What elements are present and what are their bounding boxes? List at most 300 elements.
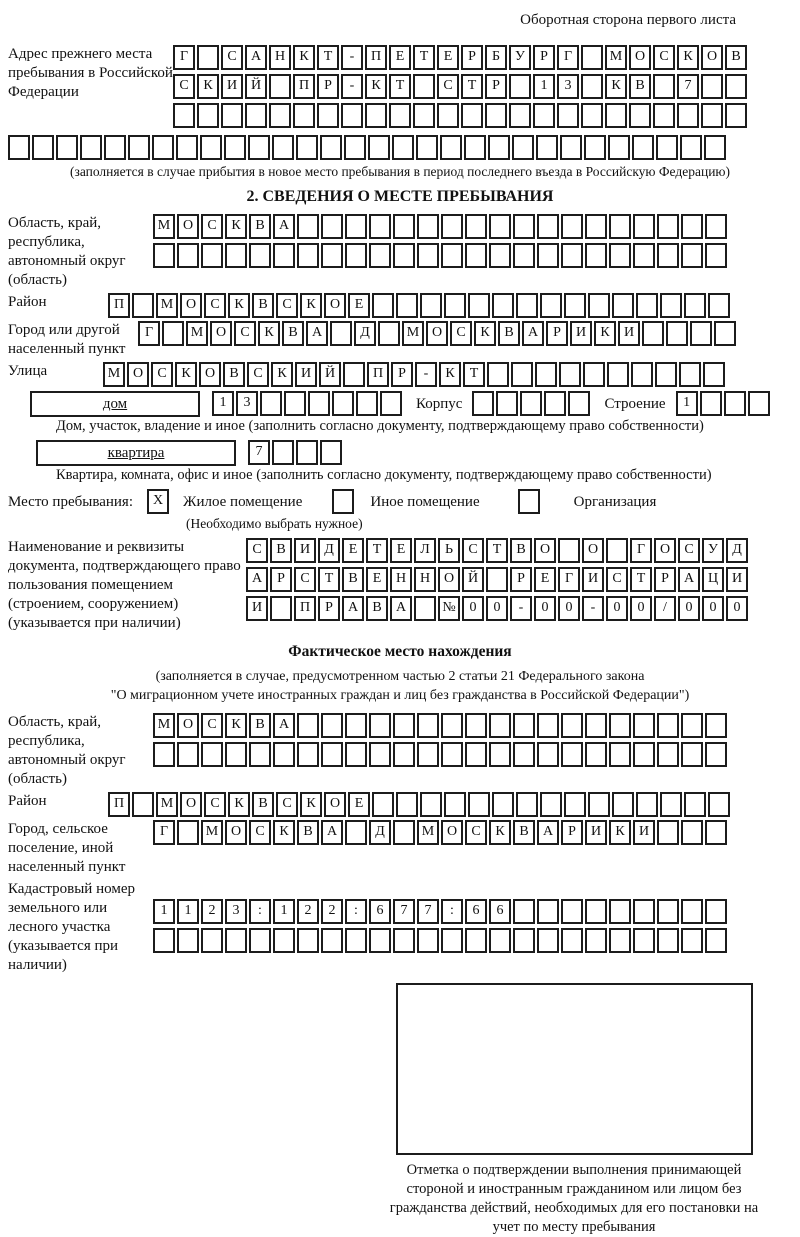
char-cell: В — [270, 538, 292, 563]
char-cell — [681, 742, 703, 767]
char-cell — [633, 243, 655, 268]
char-cell — [704, 135, 726, 160]
char-cell — [308, 391, 330, 416]
char-cell: П — [367, 362, 389, 387]
char-cell: В — [510, 538, 532, 563]
char-cell — [588, 792, 610, 817]
char-cell: 0 — [678, 596, 700, 621]
char-cell: А — [342, 596, 364, 621]
char-cell: М — [201, 820, 223, 845]
char-cell: К — [273, 820, 295, 845]
char-cell: Е — [390, 538, 412, 563]
oblast-cells-1 — [153, 214, 729, 239]
char-cell — [568, 391, 590, 416]
char-cell: Н — [390, 567, 412, 592]
char-cell — [581, 103, 603, 128]
char-cell — [561, 214, 583, 239]
char-cell: Г — [153, 820, 175, 845]
char-cell: Й — [319, 362, 341, 387]
char-cell: С — [221, 45, 243, 70]
char-cell — [153, 742, 175, 767]
korpus-label: Корпус — [416, 396, 463, 412]
char-cell — [249, 742, 271, 767]
char-cell: С — [249, 820, 271, 845]
char-cell — [725, 103, 747, 128]
char-cell: В — [366, 596, 388, 621]
char-cell — [487, 362, 509, 387]
char-cell: Р — [391, 362, 413, 387]
char-cell — [321, 243, 343, 268]
char-cell: Т — [461, 74, 483, 99]
char-cell — [700, 391, 722, 416]
char-cell: Е — [348, 792, 370, 817]
char-cell — [177, 742, 199, 767]
char-cell: К — [609, 820, 631, 845]
char-cell: В — [342, 567, 364, 592]
char-cell: Ь — [438, 538, 460, 563]
char-cell — [249, 928, 271, 953]
char-cell — [681, 243, 703, 268]
char-cell: 1 — [153, 899, 175, 924]
char-cell: К — [271, 362, 293, 387]
char-cell — [272, 135, 294, 160]
char-cell: С — [204, 293, 226, 318]
char-cell — [345, 713, 367, 738]
char-cell — [512, 135, 534, 160]
char-cell — [200, 135, 222, 160]
char-cell — [320, 440, 342, 465]
char-cell: О — [210, 321, 232, 346]
char-cell — [585, 214, 607, 239]
char-cell: И — [582, 567, 604, 592]
char-cell: 0 — [462, 596, 484, 621]
char-cell: К — [175, 362, 197, 387]
char-cell — [585, 713, 607, 738]
dom-box: дом — [30, 391, 200, 417]
char-cell — [248, 135, 270, 160]
char-cell — [560, 135, 582, 160]
char-cell — [345, 243, 367, 268]
char-cell: В — [629, 74, 651, 99]
char-cell: М — [186, 321, 208, 346]
char-cell: 1 — [273, 899, 295, 924]
char-cell — [365, 103, 387, 128]
char-cell — [372, 792, 394, 817]
char-cell: М — [417, 820, 439, 845]
char-cell — [297, 243, 319, 268]
char-cell — [489, 742, 511, 767]
char-cell — [413, 103, 435, 128]
char-cell: А — [390, 596, 412, 621]
char-cell — [8, 135, 30, 160]
char-cell: Й — [462, 567, 484, 592]
char-cell — [705, 243, 727, 268]
char-cell — [416, 135, 438, 160]
char-cell — [705, 713, 727, 738]
char-cell: 0 — [534, 596, 556, 621]
char-cell: А — [273, 713, 295, 738]
char-cell — [684, 293, 706, 318]
char-cell: М — [605, 45, 627, 70]
char-cell — [537, 713, 559, 738]
char-cell: Е — [437, 45, 459, 70]
prev-address-cells — [173, 45, 749, 132]
char-cell: О — [629, 45, 651, 70]
char-cell — [558, 538, 580, 563]
char-cell — [260, 391, 282, 416]
kvartira-box: квартира — [36, 440, 236, 466]
char-cell — [666, 321, 688, 346]
char-cell: О — [177, 713, 199, 738]
char-cell: Р — [461, 45, 483, 70]
char-cell: А — [522, 321, 544, 346]
kadastr-label: Кадастровый номер земельного или лесного участка (указывается при наличии) — [8, 881, 135, 973]
char-cell — [653, 74, 675, 99]
char-cell — [472, 391, 494, 416]
char-cell — [653, 103, 675, 128]
char-cell: С — [201, 713, 223, 738]
char-cell: А — [678, 567, 700, 592]
char-cell: О — [654, 538, 676, 563]
char-cell — [633, 742, 655, 767]
char-cell — [540, 792, 562, 817]
char-cell: 0 — [702, 596, 724, 621]
char-cell: С — [606, 567, 628, 592]
gorod-row — [8, 321, 792, 359]
char-cell: К — [300, 293, 322, 318]
char-cell — [485, 103, 507, 128]
char-cell — [681, 214, 703, 239]
char-cell: Е — [342, 538, 364, 563]
char-cell — [513, 214, 535, 239]
char-cell — [225, 928, 247, 953]
prev-address-row-3 — [173, 103, 749, 128]
char-cell — [486, 567, 508, 592]
prev-address-label: Адрес прежнего места пребывания в Российской Федерации — [8, 46, 173, 100]
char-cell: С — [234, 321, 256, 346]
char-cell: В — [513, 820, 535, 845]
char-cell — [153, 928, 175, 953]
char-cell: И — [295, 362, 317, 387]
char-cell — [465, 713, 487, 738]
char-cell: / — [654, 596, 676, 621]
char-cell: К — [258, 321, 280, 346]
char-cell: 2 — [321, 899, 343, 924]
char-cell: Т — [318, 567, 340, 592]
char-cell: 7 — [248, 440, 270, 465]
char-cell — [657, 214, 679, 239]
char-cell — [225, 243, 247, 268]
char-cell: С — [450, 321, 472, 346]
char-cell — [705, 928, 727, 953]
char-cell — [152, 135, 174, 160]
char-cell — [681, 820, 703, 845]
char-cell — [177, 820, 199, 845]
char-cell: Т — [317, 45, 339, 70]
char-cell — [690, 321, 712, 346]
char-cell — [559, 362, 581, 387]
char-cell — [393, 820, 415, 845]
char-cell: Е — [348, 293, 370, 318]
char-cell — [705, 820, 727, 845]
char-cell — [389, 103, 411, 128]
char-cell — [345, 742, 367, 767]
char-cell — [633, 713, 655, 738]
char-cell — [369, 713, 391, 738]
char-cell: В — [297, 820, 319, 845]
char-cell: О — [441, 820, 463, 845]
factual-raion-row — [8, 792, 792, 817]
char-cell — [489, 214, 511, 239]
char-cell: Е — [366, 567, 388, 592]
char-cell — [345, 928, 367, 953]
char-cell — [464, 135, 486, 160]
char-cell: Н — [414, 567, 436, 592]
char-cell: Р — [318, 596, 340, 621]
char-cell — [537, 243, 559, 268]
char-cell: 3 — [557, 74, 579, 99]
char-cell — [393, 713, 415, 738]
char-cell — [657, 243, 679, 268]
char-cell: К — [365, 74, 387, 99]
char-cell — [396, 792, 418, 817]
place-type-row — [8, 489, 792, 515]
char-cell: У — [702, 538, 724, 563]
char-cell: О — [582, 538, 604, 563]
char-cell — [417, 742, 439, 767]
char-cell — [465, 243, 487, 268]
char-cell: - — [341, 45, 363, 70]
char-cell: Т — [389, 74, 411, 99]
char-cell — [332, 391, 354, 416]
char-cell — [516, 293, 538, 318]
char-cell: О — [426, 321, 448, 346]
prev-address-block — [8, 45, 792, 132]
char-cell: В — [725, 45, 747, 70]
char-cell — [609, 899, 631, 924]
char-cell: Р — [485, 74, 507, 99]
char-cell — [492, 293, 514, 318]
char-cell: И — [246, 596, 268, 621]
char-cell: В — [498, 321, 520, 346]
char-cell — [564, 792, 586, 817]
char-cell — [224, 135, 246, 160]
char-cell: Т — [486, 538, 508, 563]
char-cell: И — [633, 820, 655, 845]
char-cell — [564, 293, 586, 318]
ulitsa-cells — [103, 362, 727, 387]
stroenie-label: Строение — [604, 396, 666, 412]
char-cell: И — [294, 538, 316, 563]
char-cell — [705, 214, 727, 239]
stroenie-cells — [676, 391, 772, 408]
document-label: Наименование и реквизиты документа, подтверждающего право пользования помещением (строением, сооружением) (указывается при наличии) — [8, 539, 241, 631]
char-cell — [153, 243, 175, 268]
char-cell: И — [570, 321, 592, 346]
char-cell — [533, 103, 555, 128]
char-cell — [701, 74, 723, 99]
char-cell — [489, 243, 511, 268]
char-cell — [633, 899, 655, 924]
kvartira-caption: Квартира, комната, офис и иное (заполнить согласно документу, подтверждающему право собственности) — [56, 467, 712, 483]
dom-caption: Дом, участок, владение и иное (заполнить согласно документу, подтверждающему право собственности) — [56, 418, 704, 434]
char-cell — [197, 45, 219, 70]
char-cell: В — [282, 321, 304, 346]
char-cell — [393, 742, 415, 767]
char-cell — [380, 391, 402, 416]
char-cell — [343, 362, 365, 387]
char-cell: А — [321, 820, 343, 845]
char-cell — [417, 713, 439, 738]
document-cells-1 — [246, 538, 750, 563]
char-cell — [420, 792, 442, 817]
char-cell — [465, 214, 487, 239]
char-cell — [269, 103, 291, 128]
char-cell — [173, 103, 195, 128]
char-cell — [417, 243, 439, 268]
char-cell — [608, 135, 630, 160]
char-cell — [725, 74, 747, 99]
char-cell: 7 — [393, 899, 415, 924]
char-cell: 1 — [177, 899, 199, 924]
char-cell: - — [341, 74, 363, 99]
char-cell — [488, 135, 510, 160]
char-cell: 0 — [486, 596, 508, 621]
char-cell: К — [293, 45, 315, 70]
char-cell: О — [177, 214, 199, 239]
char-cell — [341, 103, 363, 128]
char-cell — [585, 742, 607, 767]
char-cell — [321, 214, 343, 239]
char-cell: М — [402, 321, 424, 346]
char-cell — [557, 103, 579, 128]
char-cell: 1 — [676, 391, 698, 416]
document-row — [8, 538, 792, 633]
char-cell — [516, 792, 538, 817]
char-cell — [245, 103, 267, 128]
char-cell: 2 — [201, 899, 223, 924]
char-cell: Е — [534, 567, 556, 592]
char-cell — [585, 243, 607, 268]
char-cell: А — [537, 820, 559, 845]
char-cell — [417, 214, 439, 239]
raion-label: Район — [8, 294, 47, 310]
char-cell: К — [439, 362, 461, 387]
char-cell — [284, 391, 306, 416]
char-cell: О — [180, 293, 202, 318]
char-cell — [633, 928, 655, 953]
char-cell — [489, 713, 511, 738]
factual-note-2: "О миграционном учете иностранных граждан и лиц без гражданства в Российской Федерации") — [110, 688, 690, 703]
char-cell: 0 — [606, 596, 628, 621]
char-cell — [609, 214, 631, 239]
char-cell — [393, 243, 415, 268]
char-cell — [414, 596, 436, 621]
char-cell: У — [509, 45, 531, 70]
factual-oblast-cells-1 — [153, 713, 729, 738]
char-cell — [128, 135, 150, 160]
char-cell: Е — [389, 45, 411, 70]
char-cell — [225, 742, 247, 767]
ulitsa-row — [8, 362, 792, 387]
char-cell — [679, 362, 701, 387]
char-cell: В — [252, 792, 274, 817]
char-cell — [581, 45, 603, 70]
char-cell: К — [677, 45, 699, 70]
char-cell — [297, 742, 319, 767]
char-cell — [708, 792, 730, 817]
char-cell — [642, 321, 664, 346]
char-cell — [536, 135, 558, 160]
char-cell: И — [726, 567, 748, 592]
factual-oblast-row — [8, 713, 792, 789]
char-cell — [465, 742, 487, 767]
char-cell: В — [249, 713, 271, 738]
char-cell: А — [245, 45, 267, 70]
char-cell: Т — [413, 45, 435, 70]
kvartira-row — [36, 440, 792, 466]
char-cell — [677, 103, 699, 128]
char-cell — [708, 293, 730, 318]
char-cell — [629, 103, 651, 128]
char-cell: П — [293, 74, 315, 99]
char-cell — [332, 489, 354, 514]
char-cell: 0 — [558, 596, 580, 621]
char-cell: Р — [561, 820, 583, 845]
char-cell — [356, 391, 378, 416]
char-cell: И — [618, 321, 640, 346]
char-cell: С — [276, 792, 298, 817]
char-cell — [197, 103, 219, 128]
checkbox-zhiloe — [147, 489, 171, 506]
gorod-cells — [138, 321, 738, 346]
factual-gorod-label: Город, сельское поселение, иной населенный пункт — [8, 821, 126, 875]
factual-raion-label: Район — [8, 793, 47, 809]
char-cell: Г — [173, 45, 195, 70]
char-cell — [320, 135, 342, 160]
char-cell — [468, 792, 490, 817]
char-cell — [296, 135, 318, 160]
char-cell — [748, 391, 770, 416]
char-cell — [584, 135, 606, 160]
char-cell — [513, 713, 535, 738]
section2-title: 2. СВЕДЕНИЯ О МЕСТЕ ПРЕБЫВАНИЯ — [246, 188, 554, 205]
char-cell — [273, 928, 295, 953]
char-cell — [561, 713, 583, 738]
char-cell: - — [582, 596, 604, 621]
char-cell — [655, 362, 677, 387]
factual-note-1: (заполняется в случае, предусмотренном частью 2 статьи 21 Федерального закона — [155, 669, 645, 684]
factual-gorod-row — [8, 820, 792, 877]
char-cell — [583, 362, 605, 387]
char-cell — [537, 214, 559, 239]
char-cell — [80, 135, 102, 160]
char-cell: К — [489, 820, 511, 845]
dom-cells — [212, 391, 404, 408]
char-cell — [273, 243, 295, 268]
char-cell — [201, 742, 223, 767]
char-cell: С — [201, 214, 223, 239]
char-cell — [369, 742, 391, 767]
char-cell — [269, 74, 291, 99]
char-cell — [444, 293, 466, 318]
char-cell: С — [276, 293, 298, 318]
char-cell — [176, 135, 198, 160]
char-cell — [656, 135, 678, 160]
char-cell: П — [108, 293, 130, 318]
char-cell: О — [180, 792, 202, 817]
char-cell: 6 — [489, 899, 511, 924]
